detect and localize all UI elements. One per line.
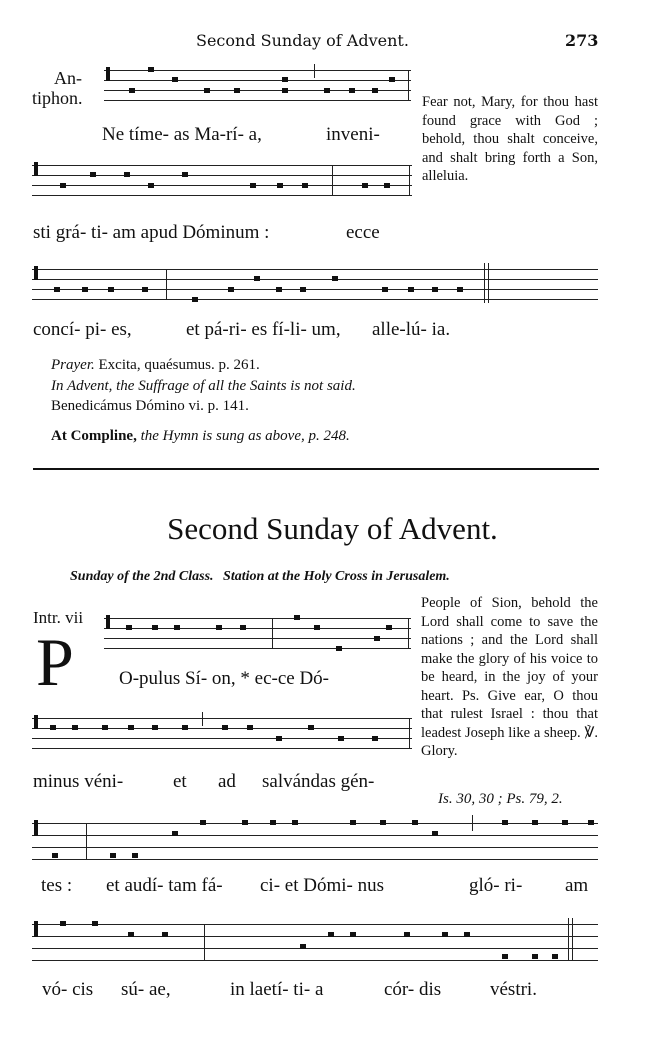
running-head-title: Second Sunday of Advent. — [196, 31, 409, 50]
music-staff-4 — [104, 612, 411, 652]
antiphon-lyric-1: Ne tíme- as Ma-rí- a, — [102, 124, 262, 145]
antiphon-lyric-2: inveni- — [326, 124, 380, 145]
music-staff-1 — [104, 64, 411, 104]
compline-line — [51, 428, 350, 445]
music-staff-6 — [32, 815, 598, 860]
section-subtitle — [70, 569, 450, 585]
introit-lyric-4: ad — [218, 771, 236, 792]
introit-reference: Is. 30, 30 ; Ps. 79, 2. — [438, 791, 563, 807]
music-staff-3 — [32, 263, 598, 303]
benedicamus-line: Benedicámus Dómino vi. p. 141. — [51, 398, 249, 414]
antiphon-lyric-5: concí- pi- es, — [33, 319, 132, 340]
antiphon-translation: Fear not, Mary, for thou hast found grace with God ; behold, thou shalt conceive, and shalt bring forth a Son, alleluia. — [422, 94, 598, 184]
prayer-text: Excita, quaésumus. p. 261. — [98, 357, 260, 373]
music-staff-5 — [32, 712, 412, 752]
section-divider — [33, 468, 599, 470]
introit-lyric-1: O-pulus Sí- on, * ec-ce Dó- — [119, 668, 330, 689]
introit-lyric-14: cór- dis — [384, 979, 442, 1000]
drop-cap-initial: P — [36, 624, 74, 700]
introit-lyric-10: am — [565, 875, 589, 896]
antiphon-label-2: tiphon. — [32, 88, 83, 108]
introit-lyric-5: salvándas gén- — [262, 771, 375, 792]
compline-label: At Compline, — [51, 428, 137, 444]
introit-lyric-13: in laetí- ti- a — [230, 979, 324, 1000]
music-staff-7 — [32, 918, 598, 960]
subtitle-part-1: Sunday of the 2nd Class. — [70, 569, 214, 584]
introit-lyric-7: et audí- tam fá- — [106, 875, 223, 896]
antiphon-lyric-3: sti grá- ti- am apud Dóminum : — [33, 222, 270, 243]
antiphon-label-1: An- — [54, 68, 82, 88]
antiphon-lyric-7: alle-lú- ia. — [372, 319, 451, 340]
introit-translation: People of Sion, behold the Lord shall come to save the nations ; and the Lord shall make the glory of his voice to be heard, in the joy of your heart. Ps. Give ear, O thou that rulest Israel : thou that leadest Joseph like a sheep. ℣. Glory. — [421, 595, 598, 759]
page-number: 273 — [565, 31, 599, 50]
music-staff-2 — [32, 159, 412, 199]
introit-lyric-2: minus véni- — [33, 771, 124, 792]
introit-lyric-8: ci- et Dómi- nus — [260, 875, 385, 896]
compline-text: the Hymn is sung as above, p. 248. — [140, 428, 350, 444]
introit-lyric-11: vó- cis — [42, 979, 94, 1000]
suffrage-line: In Advent, the Suffrage of all the Saints is not said. — [51, 378, 356, 394]
introit-lyric-9: gló- ri- — [469, 875, 523, 896]
introit-label: Intr. vii — [33, 608, 84, 627]
introit-lyric-15: véstri. — [490, 979, 537, 1000]
introit-lyric-3: et — [173, 771, 187, 792]
antiphon-lyric-4: ecce — [346, 222, 380, 243]
introit-lyric-12: sú- ae, — [121, 979, 171, 1000]
prayer-line — [51, 357, 260, 374]
prayer-label: Prayer. — [51, 357, 95, 373]
subtitle-part-2: Station at the Holy Cross in Jerusalem. — [223, 569, 450, 584]
introit-lyric-6: tes : — [41, 875, 73, 896]
section-title: Second Sunday of Advent. — [167, 511, 498, 546]
antiphon-lyric-6: et pá-ri- es fí-li- um, — [186, 319, 341, 340]
